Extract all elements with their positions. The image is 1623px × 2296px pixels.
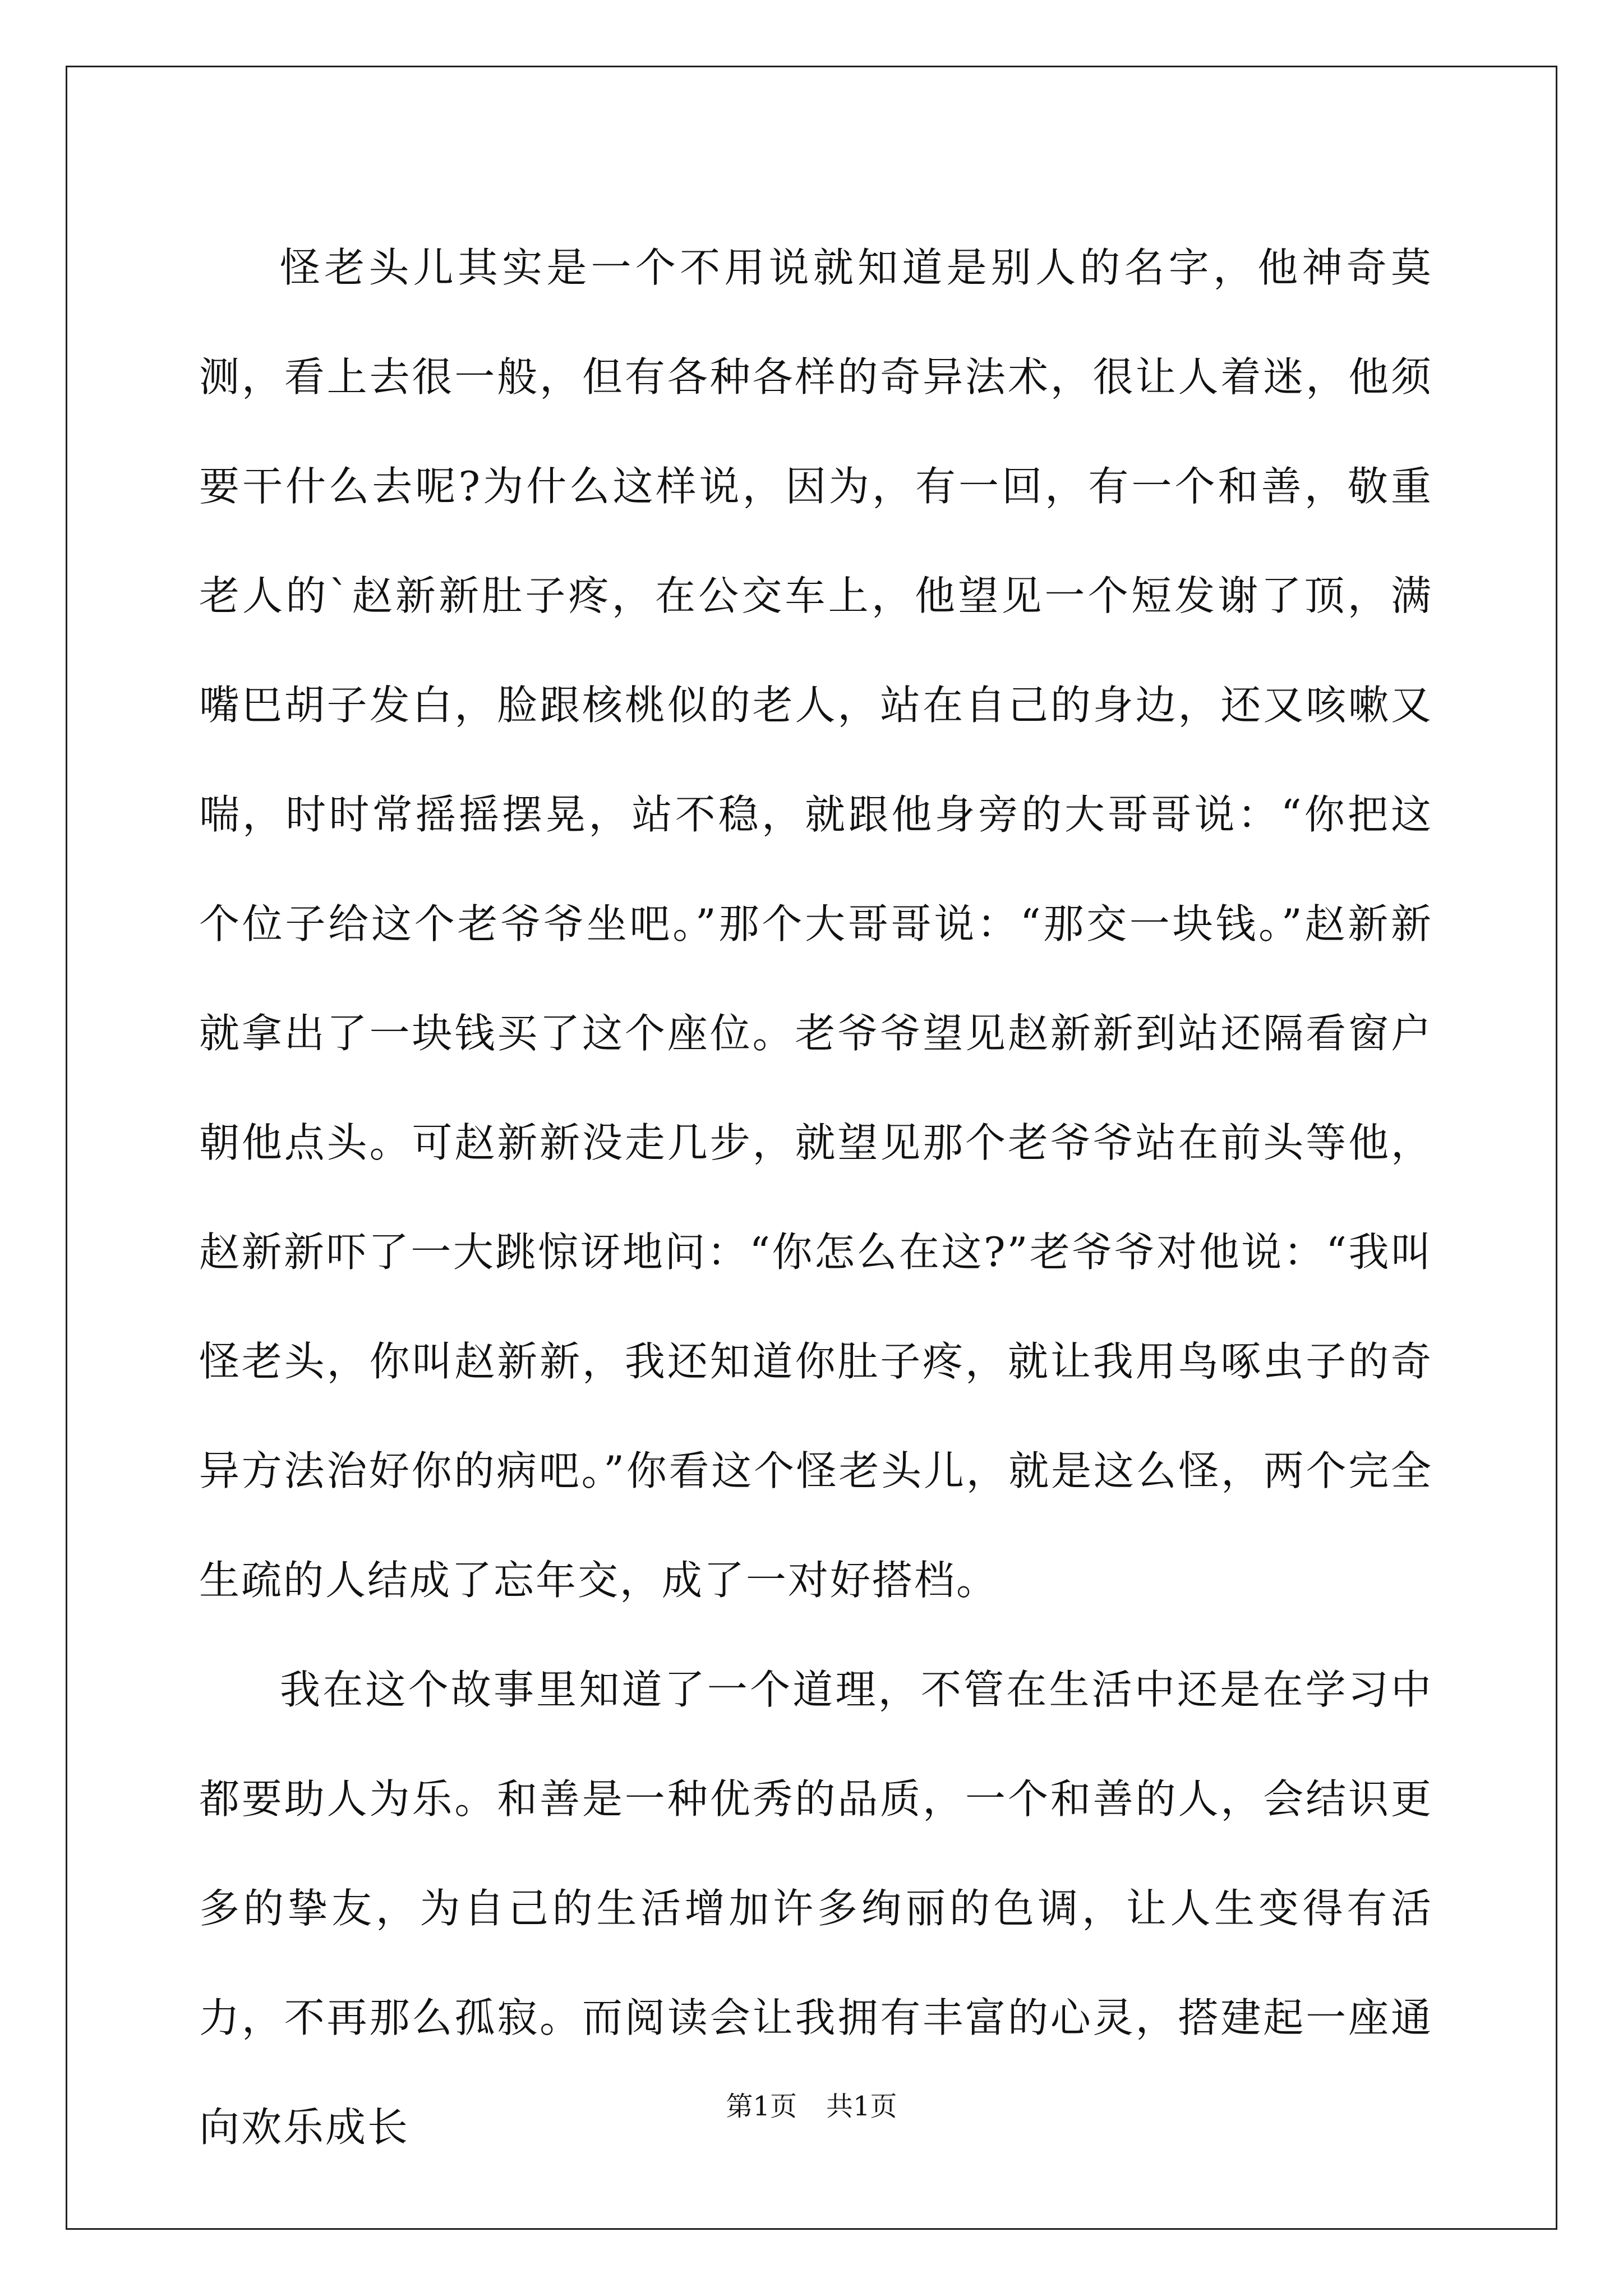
total-pages: 共1页 xyxy=(826,2091,897,2122)
paragraph-2: 我在这个故事里知道了一个道理，不管在生活中还是在学习中都要助人为乐。和善是一种优秀的品质，一个和善的人，会结识更多的挚友，为自己的生活增加许多绚丽的色调，让人生变得有活力，不再那么孤寂。而阅读会让我拥有丰富的心灵，搭建起一座通向欢乐成长 xyxy=(199,1666,1433,2151)
paragraph-1: 怪老头儿其实是一个不用说就知道是别人的名字，他神奇莫测，看上去很一般，但有各种各样的奇异法术，很让人着迷，他须要干什么去呢?为什么这样说，因为，有一回，有一个和善，敬重老人的`赵新新肚子疼，在公交车上，他望见一个短发谢了顶，满嘴巴胡子发白，脸跟核桃似的老人，站在自己的身边，还又咳嗽又喘，时时常摇摇摆晃，站不稳，就跟他身旁的大哥哥说：“你把这个位子给这个老爷爷坐吧。”那个大哥哥说：“那交一块钱。”赵新新就拿出了一块钱买了这个座位。老爷爷望见赵新新到站还隔看窗户朝他点头。可赵新新没走几步，就望见那个老爷爷站在前头等他，赵新新吓了一大跳惊讶地问：“你怎么在这?”老爷爷对他说：“我叫怪老头，你叫赵新新，我还知道你肚子疼，就让我用鸟啄虫子的奇异方法治好你的病吧。”你看这个怪老头儿，就是这么怪，两个完全生疏的人结成了忘年交，成了一对好搭档。 xyxy=(199,244,1433,1604)
page-footer xyxy=(0,2090,1623,2123)
page-number: 第1页 xyxy=(726,2091,797,2122)
document-body xyxy=(199,213,1433,2182)
